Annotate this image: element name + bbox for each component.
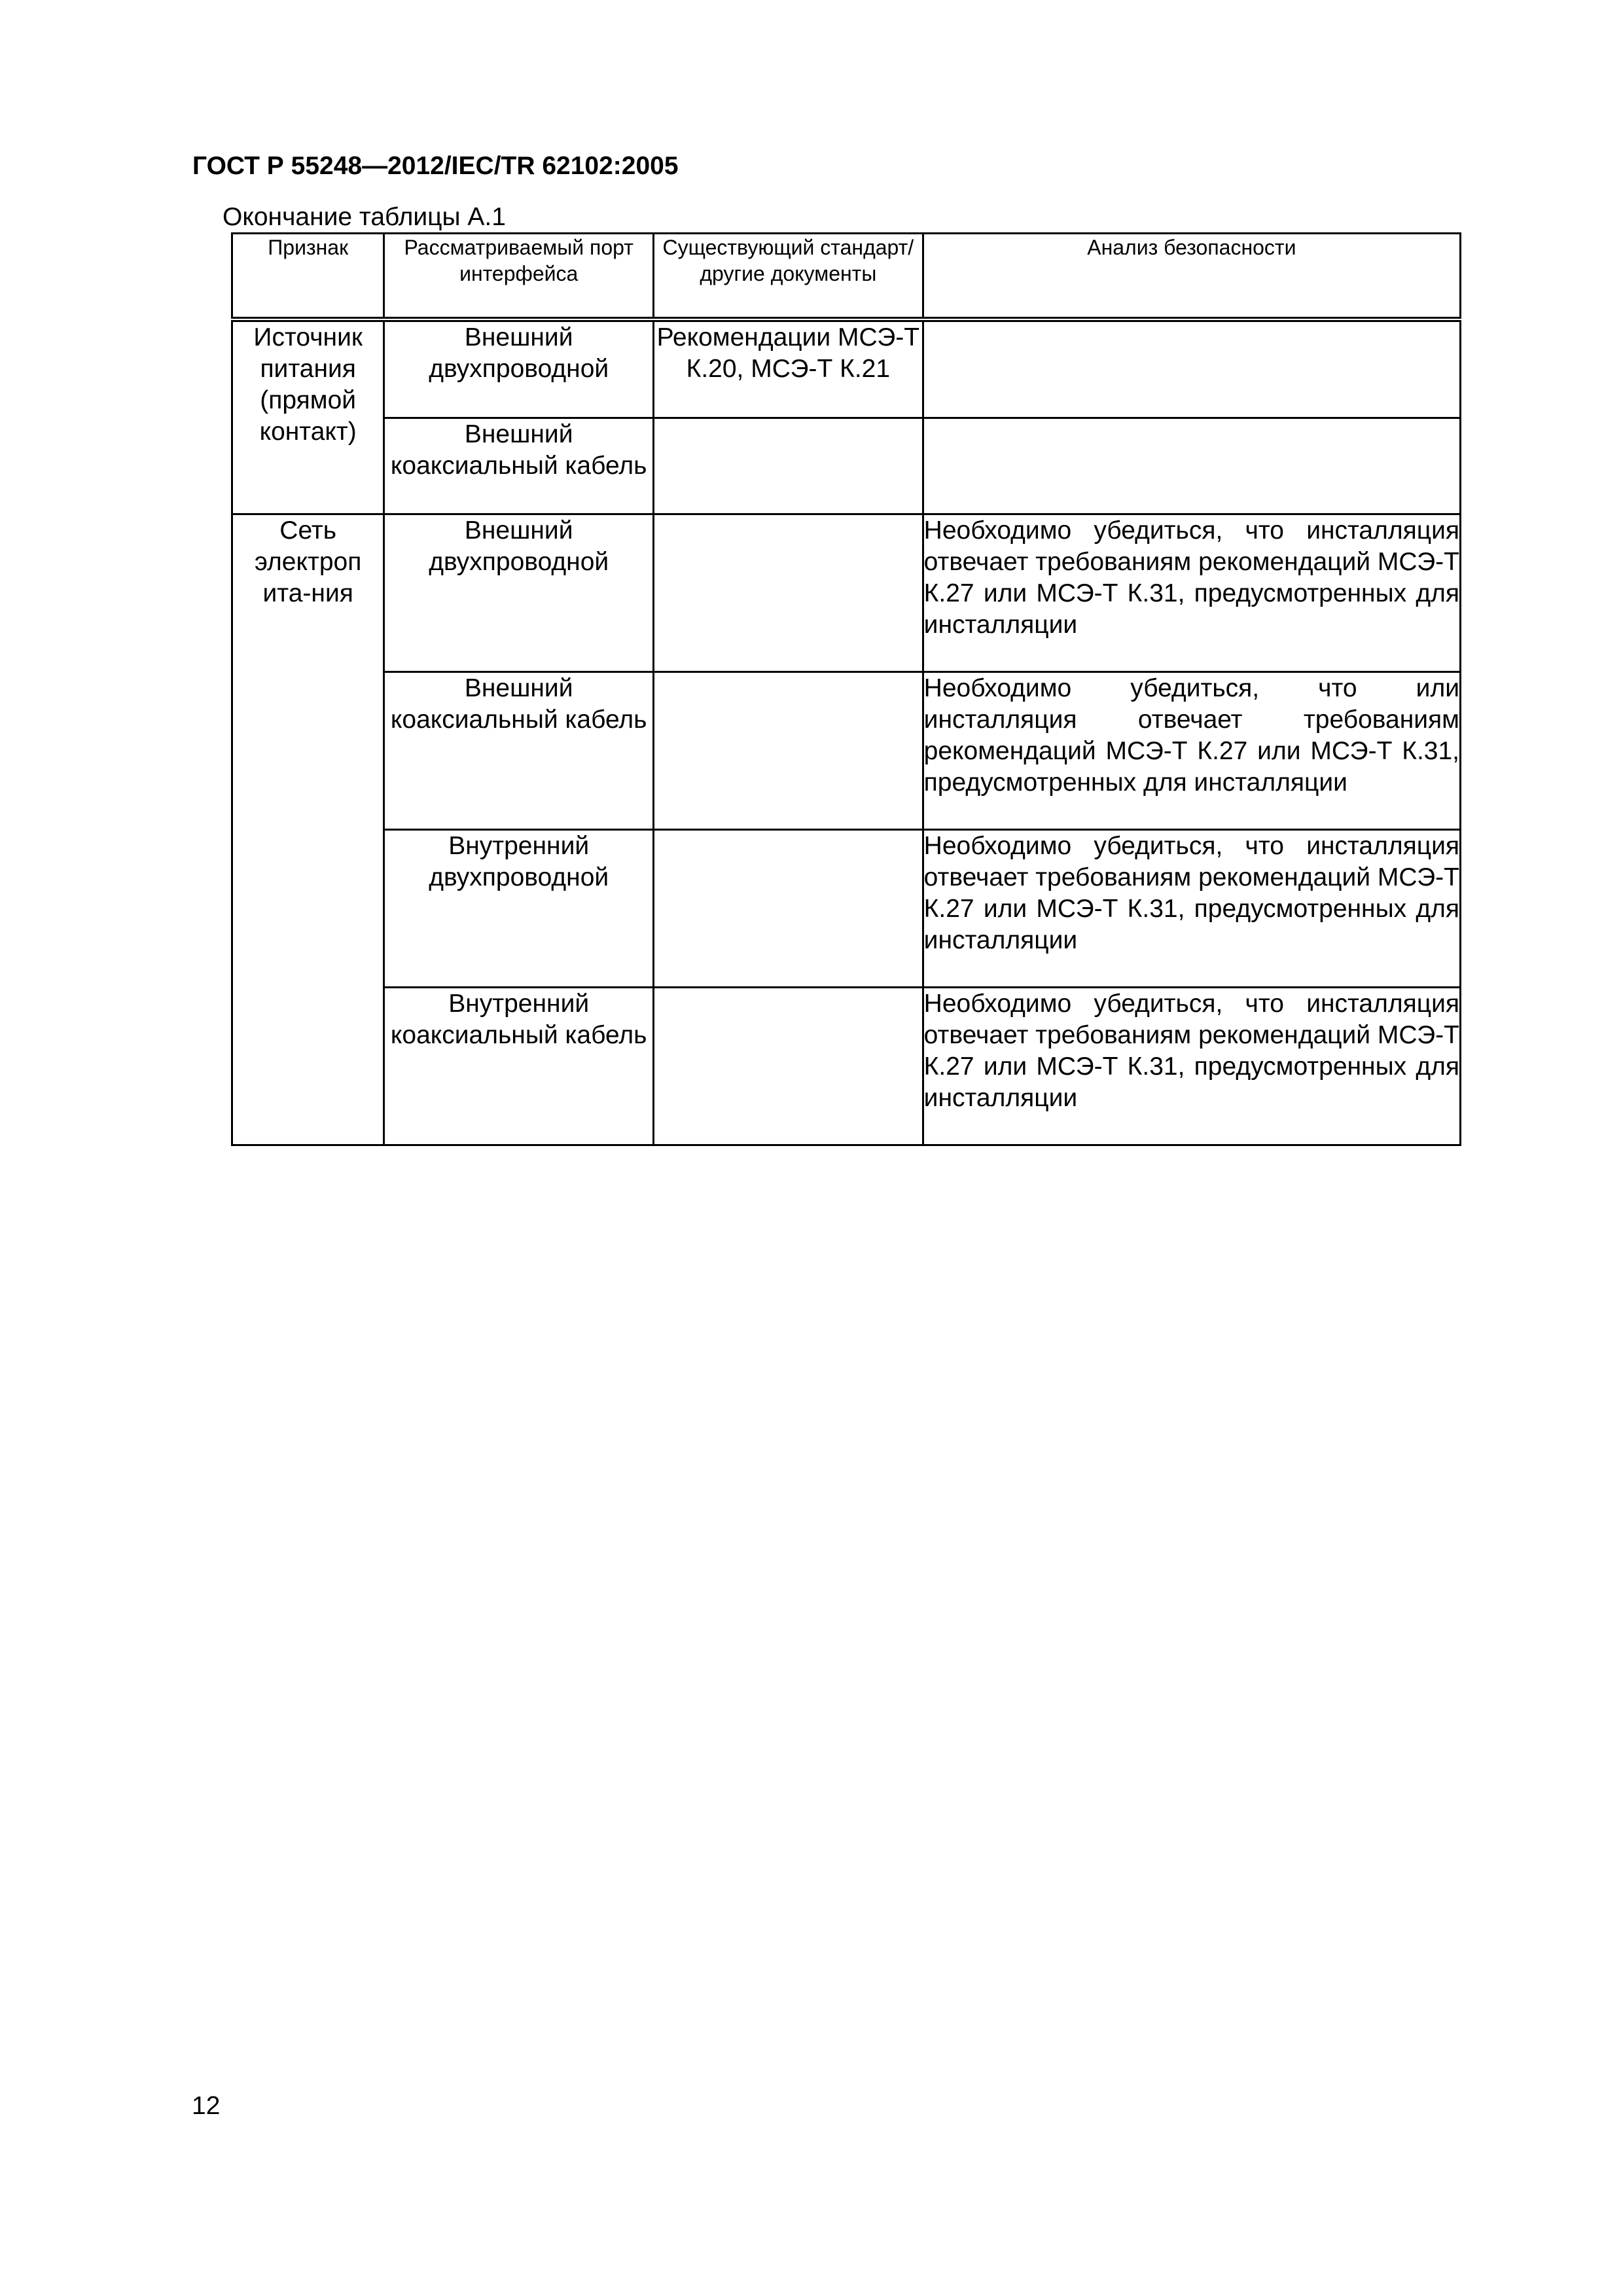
standard-cell: [654, 830, 923, 988]
feature-cell: [232, 514, 384, 1145]
port-cell: [384, 514, 654, 672]
analysis-text: Необходимо убедиться, что инсталляция отвечает требованиям рекомендаций МСЭ-Т К.27 или МСЭ-Т К.31, предусмотренных для инсталляции: [923, 832, 1459, 954]
port-cell: [384, 672, 654, 830]
port-cell: [384, 988, 654, 1145]
table-row: [232, 319, 1461, 418]
analysis-text: Необходимо убедиться, что инсталляция отвечает требованиям рекомендаций МСЭ-Т К.27 или МСЭ-Т К.31, предусмотренных для инсталляции: [923, 990, 1459, 1112]
document-code: ГОСТ Р 55248—2012/IEC/TR 62102:2005: [192, 152, 679, 180]
port-cell: [384, 830, 654, 988]
analysis-cell: [923, 319, 1460, 418]
table-row: [232, 418, 1461, 514]
analysis-cell: [923, 418, 1460, 514]
port-text: Внутренний двухпроводной: [429, 832, 609, 891]
standard-cell: [654, 988, 923, 1145]
column-header-analysis: Анализ безопасности: [923, 234, 1460, 320]
analysis-text: Необходимо убедиться, что или инсталляция отвечает требованиям рекомендаций МСЭ-Т К.27 или МСЭ-Т К.31, предусмотренных для инсталляции: [923, 674, 1459, 797]
table-header-row: [232, 234, 1461, 320]
port-cell: [384, 319, 654, 418]
analysis-text: Необходимо убедиться, что инсталляция отвечает требованиям рекомендаций МСЭ-Т К.27 или МСЭ-Т К.31, предусмотренных для инсталляции: [923, 516, 1459, 639]
standard-cell: [654, 319, 923, 418]
port-text: Внешний двухпроводной: [429, 516, 609, 576]
standard-cell: [654, 672, 923, 830]
column-header-feature: Признак: [232, 234, 384, 320]
analysis-cell: [923, 988, 1460, 1145]
feature-text: Источник питания (прямой контакт): [253, 323, 363, 446]
port-text: Внутренний коаксиальный кабель: [390, 990, 647, 1049]
port-text: Внешний двухпроводной: [429, 323, 609, 383]
standard-text: Рекомендации МСЭ-Т К.20, МСЭ-Т К.21: [656, 323, 920, 383]
column-header-port: Рассматриваемый порт интерфейса: [384, 234, 654, 320]
standard-cell: [654, 418, 923, 514]
port-text: Внешний коаксиальный кабель: [390, 674, 647, 734]
analysis-cell: [923, 830, 1460, 988]
analysis-cell: [923, 514, 1460, 672]
feature-cell: [232, 319, 384, 514]
page-number: 12: [192, 2092, 221, 2120]
port-cell: [384, 418, 654, 514]
feature-text: Сеть электроп ита-ния: [255, 516, 362, 607]
analysis-cell: [923, 672, 1460, 830]
table-caption: Окончание таблицы А.1: [223, 203, 506, 231]
table-row: [232, 672, 1461, 830]
standard-cell: [654, 514, 923, 672]
column-header-standard: Существующий стандарт/другие документы: [654, 234, 923, 320]
port-text: Внешний коаксиальный кабель: [390, 420, 647, 480]
table-row: [232, 830, 1461, 988]
table-row: [232, 988, 1461, 1145]
table-row: [232, 514, 1461, 672]
safety-analysis-table: [231, 232, 1461, 1146]
